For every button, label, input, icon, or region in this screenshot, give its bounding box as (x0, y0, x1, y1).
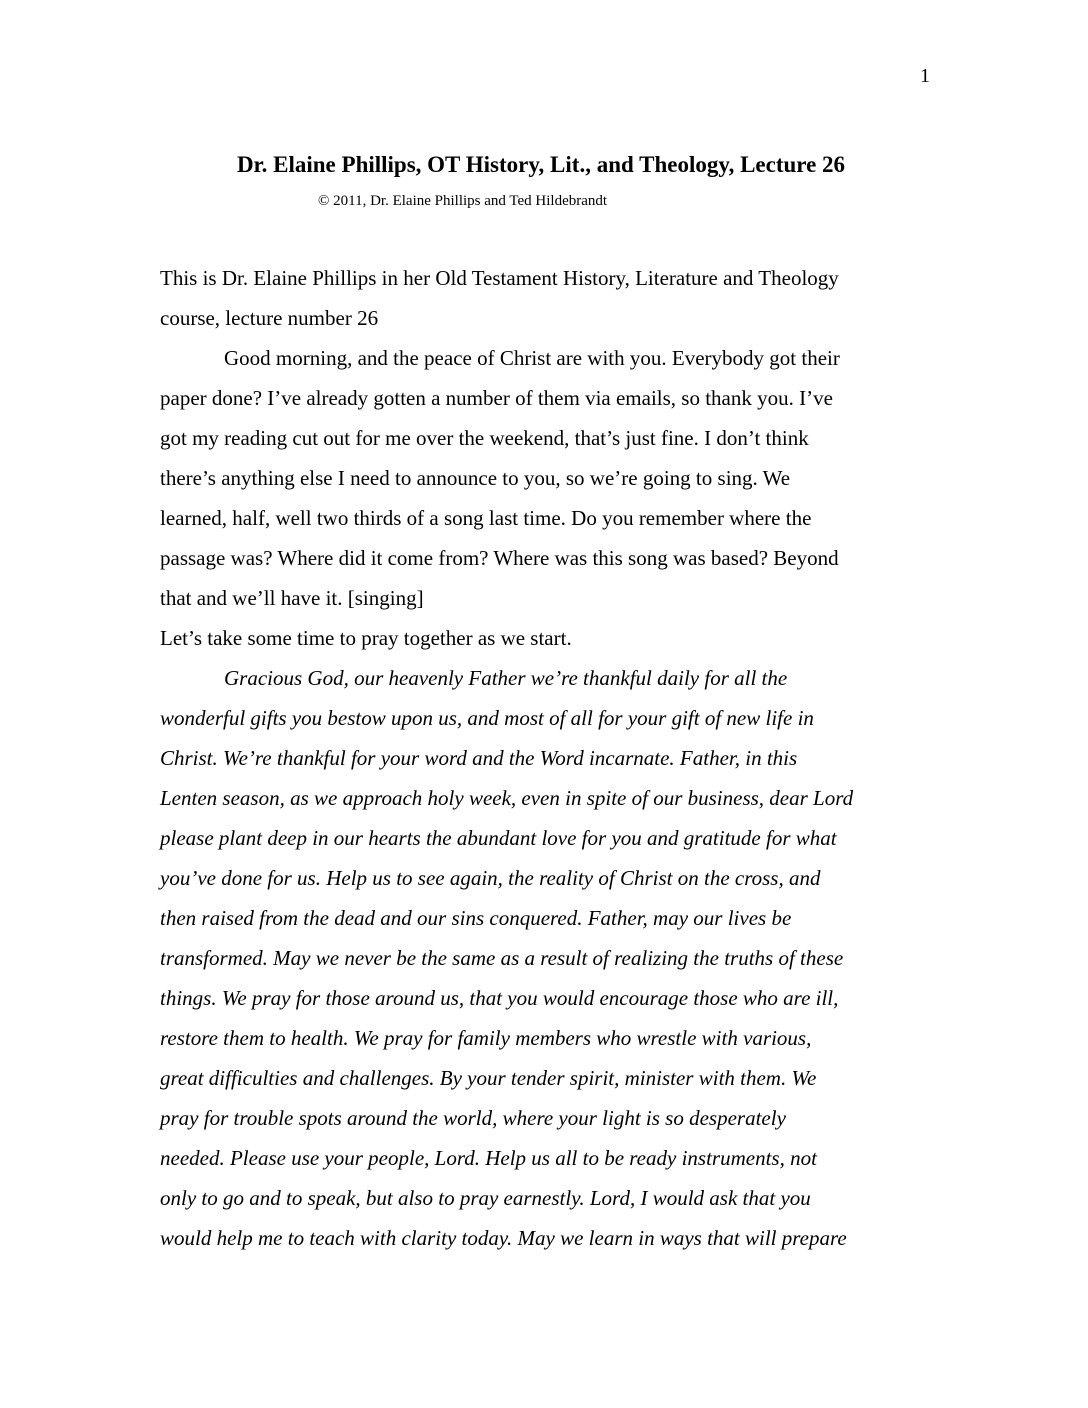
prayer-line: things. We pray for those around us, that you would encourage those who are ill, (160, 986, 839, 1010)
prayer-paragraph (160, 658, 932, 1258)
intro-line: course, lecture number 26 (160, 306, 379, 330)
prayer-line: then raised from the dead and our sins conquered. Father, may our lives be (160, 906, 792, 930)
prayer-line: wonderful gifts you bestow upon us, and most of all for your gift of new life in (160, 706, 814, 730)
opening-line: that and we’ll have it. [singing] (160, 586, 424, 610)
prayer-line: only to go and to speak, but also to pray earnestly. Lord, I would ask that you (160, 1186, 811, 1210)
prayer-line: restore them to health. We pray for family members who wrestle with various, (160, 1026, 812, 1050)
opening-line: passage was? Where did it come from? Where was this song was based? Beyond (160, 546, 839, 570)
opening-line: Good morning, and the peace of Christ are with you. Everybody got their (224, 346, 840, 370)
opening-line: there’s anything else I need to announce to you, so we’re going to sing. We (160, 466, 791, 490)
prayer-line: needed. Please use your people, Lord. Help us all to be ready instruments, not (160, 1146, 817, 1170)
page-number: 1 (920, 65, 930, 87)
intro-line: This is Dr. Elaine Phillips in her Old Testament History, Literature and Theology (160, 266, 839, 290)
prayer-line: Christ. We’re thankful for your word and the Word incarnate. Father, in this (160, 746, 798, 770)
prayer-line: please plant deep in our hearts the abundant love for you and gratitude for what (160, 826, 837, 850)
opening-paragraph (160, 338, 932, 618)
prayer-line: Lenten season, as we approach holy week, even in spite of our business, dear Lord (160, 786, 854, 810)
opening-line: paper done? I’ve already gotten a number of them via emails, so thank you. I’ve (160, 386, 833, 410)
opening-line: learned, half, well two thirds of a song last time. Do you remember where the (160, 506, 812, 530)
prayer-line: you’ve done for us. Help us to see again, the reality of Christ on the cross, and (160, 866, 821, 890)
prayer-line: Gracious God, our heavenly Father we’re thankful daily for all the (224, 666, 788, 690)
prayer-line: pray for trouble spots around the world, where your light is so desperately (160, 1106, 786, 1130)
prayer-line: would help me to teach with clarity today. May we learn in ways that will prepare (160, 1226, 847, 1250)
copyright-line: © 2011, Dr. Elaine Phillips and Ted Hildebrandt (318, 193, 608, 209)
pray-invitation-line: Let’s take some time to pray together as we start. (160, 626, 572, 650)
intro-paragraph (160, 258, 932, 338)
prayer-line: transformed. May we never be the same as a result of realizing the truths of these (160, 946, 844, 970)
prayer-line: great difficulties and challenges. By your tender spirit, minister with them. We (160, 1066, 817, 1090)
opening-line: got my reading cut out for me over the weekend, that’s just fine. I don’t think (160, 426, 809, 450)
document-title: Dr. Elaine Phillips, OT History, Lit., and Theology, Lecture 26 (236, 152, 846, 177)
document-body (160, 258, 932, 1258)
